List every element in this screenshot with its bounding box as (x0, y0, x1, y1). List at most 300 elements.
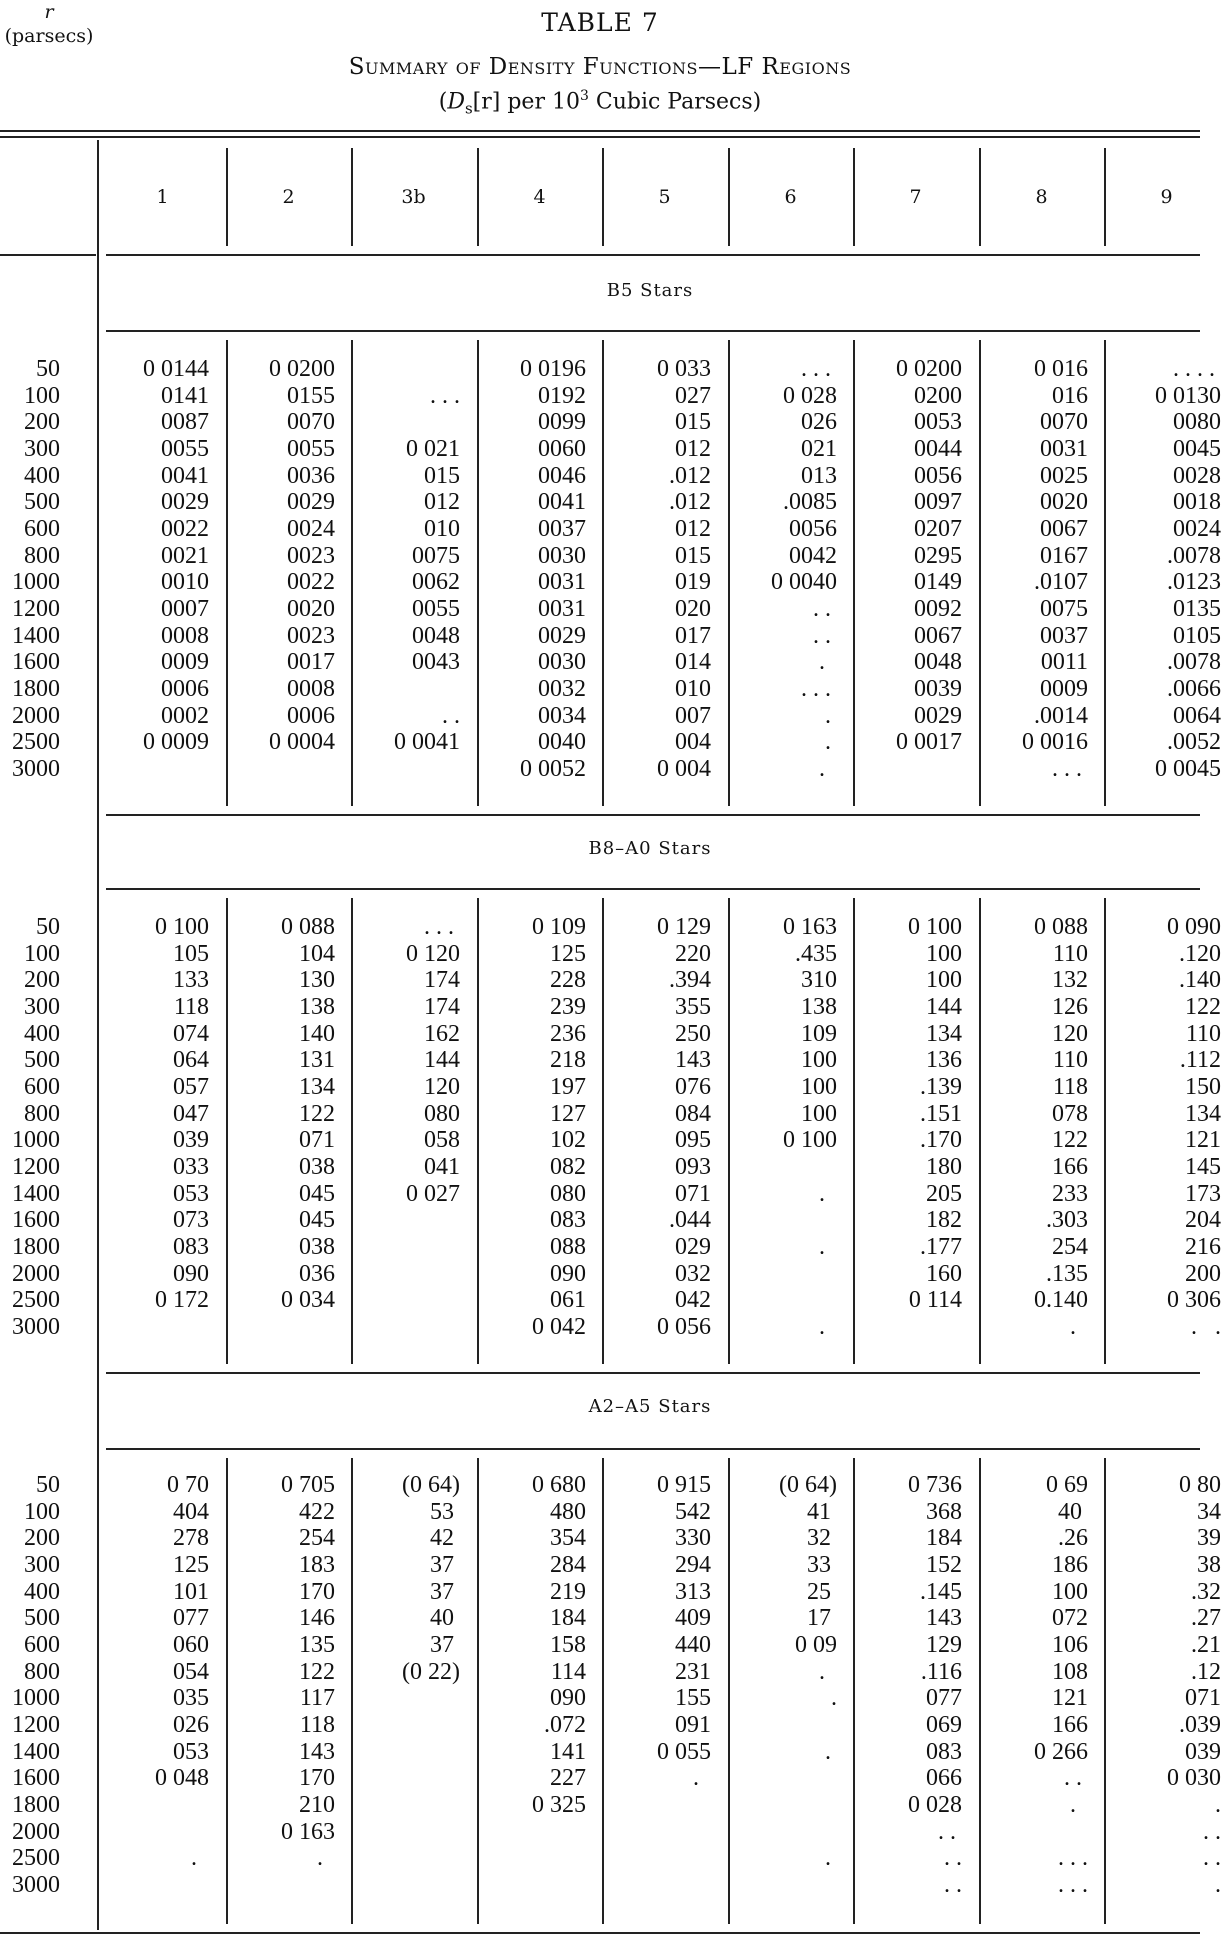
density-cell: 0 0130 (1155, 382, 1221, 409)
distance-cell: 2500 (12, 1845, 60, 1872)
density-cell (602, 1819, 711, 1846)
density-cell: 0092 (914, 595, 962, 622)
density-cell: 0 705 (281, 1472, 335, 1498)
density-cell: 015 (675, 409, 711, 436)
density-cell: 355 (675, 993, 711, 1020)
density-cell: 132 (1052, 967, 1088, 994)
density-cell (979, 1819, 1088, 1846)
density-cell: 020 (675, 595, 711, 622)
density-cell: 0 09 (795, 1631, 837, 1658)
density-cell: 021 (801, 435, 837, 462)
density-cell: 0002 (161, 702, 209, 729)
density-cell: 409 (675, 1605, 711, 1632)
distance-cell: 1800 (12, 675, 60, 702)
density-cell: 0042 (789, 542, 837, 569)
density-cell: 40 (430, 1605, 460, 1632)
density-cell: 0029 (161, 489, 209, 516)
density-cell: 0064 (1173, 702, 1221, 729)
units-prefix: ( (438, 89, 448, 115)
density-cell: 101 (173, 1578, 209, 1605)
data-column-5 (602, 1472, 711, 1899)
density-cell: 0.140 (1034, 1287, 1088, 1314)
density-cell: 0167 (1040, 542, 1088, 569)
density-cell: 173 (1185, 1180, 1221, 1207)
distance-cell: 300 (24, 435, 60, 462)
column-header-9: 9 (1160, 186, 1173, 208)
density-cell: 053 (173, 1180, 209, 1207)
density-cell: 122 (1052, 1127, 1088, 1154)
b8-rule (106, 888, 1200, 890)
density-cell (728, 1792, 837, 1819)
density-cell: 0008 (161, 622, 209, 649)
density-cell: 088 (550, 1233, 586, 1260)
density-cell (351, 756, 460, 783)
density-cell: 074 (173, 1020, 209, 1047)
data-column-7 (853, 914, 962, 1341)
density-cell: 144 (424, 1047, 460, 1074)
density-cell: 122 (1185, 993, 1221, 1020)
density-cell: 0 088 (281, 914, 335, 940)
density-cell: 090 (173, 1260, 209, 1287)
density-cell (226, 756, 335, 783)
density-cell: 117 (299, 1685, 335, 1712)
density-cell (602, 1792, 711, 1819)
density-cell: 077 (173, 1605, 209, 1632)
density-cell (351, 1819, 460, 1846)
density-cell: 004 (675, 729, 711, 756)
density-cell: 0031 (538, 569, 586, 596)
data-column-6 (728, 1472, 837, 1899)
density-cell: 174 (424, 967, 460, 994)
density-cell: 035 (173, 1685, 209, 1712)
density-cell: 34 (1197, 1498, 1221, 1525)
density-cell: 210 (299, 1791, 335, 1818)
distance-cell: 1600 (12, 649, 60, 676)
density-cell: 084 (675, 1100, 711, 1127)
data-column-4 (477, 356, 586, 783)
density-cell: 0070 (287, 409, 335, 436)
density-cell: 330 (675, 1525, 711, 1552)
column-header-8: 8 (1035, 186, 1048, 208)
distance-cell: 100 (24, 1498, 60, 1525)
density-cell: 146 (299, 1605, 335, 1632)
data-column-5 (602, 356, 711, 783)
density-cell (351, 1845, 460, 1872)
density-cell: . (819, 649, 837, 676)
top-rule (0, 130, 1200, 132)
b5-rule (106, 330, 1200, 332)
density-cell: .0014 (1034, 702, 1088, 729)
column-header-5: 5 (658, 186, 671, 208)
data-column-5 (602, 914, 711, 1341)
distance-column (0, 1472, 60, 1899)
density-cell: . (1070, 1791, 1088, 1818)
density-cell: 41 (807, 1498, 837, 1525)
density-cell: 100 (926, 967, 962, 994)
density-cell: . (831, 1685, 837, 1712)
density-cell: 0 016 (1034, 356, 1088, 382)
density-cell: 0200 (914, 382, 962, 409)
density-cell: 120 (424, 1073, 460, 1100)
density-cell: 0044 (914, 435, 962, 462)
density-cell: 126 (1052, 993, 1088, 1020)
density-cell: 0009 (161, 649, 209, 676)
density-cell (728, 1765, 837, 1792)
density-cell: 039 (1185, 1738, 1221, 1765)
data-column-2 (226, 1472, 335, 1899)
distance-cell: 600 (24, 515, 60, 542)
distance-cell: 3000 (12, 1871, 60, 1898)
density-cell: . (819, 1180, 837, 1207)
density-cell: 152 (926, 1551, 962, 1578)
density-cell: 053 (173, 1738, 209, 1765)
density-cell: .145 (920, 1578, 962, 1605)
density-cell: 080 (550, 1180, 586, 1207)
density-cell: 0010 (161, 569, 209, 596)
distance-cell: 200 (24, 1525, 60, 1552)
density-cell: 0040 (538, 729, 586, 756)
density-cell: 25 (807, 1578, 837, 1605)
density-cell (351, 1792, 460, 1819)
density-cell: 0034 (538, 702, 586, 729)
density-cell: 0 0196 (520, 356, 586, 382)
density-cell: 0048 (412, 622, 460, 649)
density-cell: 0055 (161, 435, 209, 462)
data-column-1 (100, 1472, 209, 1899)
density-cell: 0032 (538, 675, 586, 702)
density-cell: . . (1191, 1313, 1221, 1340)
density-cell: 071 (1185, 1685, 1221, 1712)
density-cell: 0 163 (281, 1818, 335, 1845)
density-cell: 0022 (287, 569, 335, 596)
density-cell (351, 356, 460, 383)
density-cell: 160 (926, 1260, 962, 1287)
distance-cell: 600 (24, 1631, 60, 1658)
density-cell: . (825, 1738, 837, 1765)
data-column-4 (477, 914, 586, 1341)
distance-cell: 1600 (12, 1207, 60, 1234)
distance-cell: 500 (24, 1605, 60, 1632)
density-cell: 40 (1058, 1498, 1088, 1525)
density-cell: 121 (1185, 1127, 1221, 1154)
density-cell (602, 1872, 711, 1899)
density-cell: 0105 (1173, 622, 1221, 649)
data-column-3b (351, 356, 460, 783)
column-header-7: 7 (909, 186, 922, 208)
density-cell: . . (944, 1871, 962, 1898)
density-cell: 038 (299, 1233, 335, 1260)
density-cell: 110 (1052, 940, 1088, 967)
distance-cell: 2000 (12, 1260, 60, 1287)
density-cell: .012 (669, 462, 711, 489)
density-cell: 0135 (1173, 595, 1221, 622)
data-column-1 (100, 356, 209, 783)
distance-cell: 1400 (12, 622, 60, 649)
density-cell: 0 69 (1046, 1472, 1088, 1498)
density-cell: 106 (1052, 1631, 1088, 1658)
density-cell (728, 1712, 837, 1739)
density-cell: .32 (1191, 1578, 1221, 1605)
data-column-8 (979, 1472, 1088, 1899)
density-cell: 138 (299, 993, 335, 1020)
density-cell: 0 100 (908, 914, 962, 940)
units-per: per 10 (500, 89, 580, 115)
density-cell (351, 1287, 460, 1314)
density-cell: 026 (801, 409, 837, 436)
density-cell: (0 22) (402, 1658, 460, 1685)
density-cell: . . (813, 595, 837, 622)
density-cell: .151 (920, 1100, 962, 1127)
density-cell: 0056 (789, 515, 837, 542)
density-cell: . . . (1058, 1845, 1088, 1872)
density-cell: . . (813, 622, 837, 649)
density-cell: . (819, 1313, 837, 1340)
density-cell (351, 1739, 460, 1766)
density-cell: 200 (1185, 1260, 1221, 1287)
density-cell: 0048 (914, 649, 962, 676)
density-cell: 0 100 (783, 1127, 837, 1154)
density-cell: 122 (299, 1658, 335, 1685)
density-cell: 0029 (287, 489, 335, 516)
distance-cell: 400 (24, 1578, 60, 1605)
density-cell: 141 (550, 1738, 586, 1765)
density-cell: 143 (675, 1047, 711, 1074)
density-cell: 0192 (538, 382, 586, 409)
density-cell: 166 (1052, 1711, 1088, 1738)
density-cell: 0062 (412, 569, 460, 596)
density-cell: 228 (550, 967, 586, 994)
distance-cell: 2500 (12, 729, 60, 756)
density-cell: 0 056 (657, 1313, 711, 1340)
density-cell: 076 (675, 1073, 711, 1100)
density-cell (853, 1314, 962, 1341)
density-cell: .044 (669, 1207, 711, 1234)
density-cell: 216 (1185, 1233, 1221, 1260)
density-cell: .435 (795, 940, 837, 967)
density-cell: 37 (430, 1551, 460, 1578)
density-cell: 026 (173, 1711, 209, 1738)
table-title: Summary of Density Functions—LF Regions (348, 54, 852, 80)
density-cell: 047 (173, 1100, 209, 1127)
row-header-rule (0, 254, 96, 256)
density-cell: 354 (550, 1525, 586, 1552)
density-cell: 057 (173, 1073, 209, 1100)
density-cell: 015 (424, 462, 460, 489)
density-cell (728, 1819, 837, 1846)
density-cell: 219 (550, 1578, 586, 1605)
density-cell: 114 (550, 1658, 586, 1685)
density-cell: 37 (430, 1631, 460, 1658)
data-column-8 (979, 914, 1088, 1341)
density-cell: . . . (801, 675, 837, 702)
density-cell: 0031 (1040, 435, 1088, 462)
density-cell: 125 (550, 940, 586, 967)
density-cell (477, 1872, 586, 1899)
density-cell (351, 1685, 460, 1712)
density-cell: 0039 (914, 675, 962, 702)
data-column-7 (853, 356, 962, 783)
density-cell: . . . (1058, 1871, 1088, 1898)
density-cell: .120 (1179, 940, 1221, 967)
density-cell: 278 (173, 1525, 209, 1552)
density-cell: 129 (926, 1631, 962, 1658)
density-cell: . (191, 1845, 209, 1872)
density-cell (226, 1872, 335, 1899)
units-r: [r] (472, 89, 501, 115)
density-cell: 0 042 (532, 1313, 586, 1340)
density-cell (100, 1314, 209, 1341)
density-cell: .26 (1058, 1525, 1088, 1552)
density-cell: 0024 (287, 515, 335, 542)
density-cell: 0008 (287, 675, 335, 702)
section-title: B8–A0 Stars (588, 838, 712, 859)
density-cell: 0 021 (406, 435, 460, 462)
density-cell: 130 (299, 967, 335, 994)
density-cell: 083 (550, 1207, 586, 1234)
density-cell: 118 (1052, 1073, 1088, 1100)
density-cell: 310 (801, 967, 837, 994)
density-cell: 104 (299, 940, 335, 967)
density-cell: 010 (424, 515, 460, 542)
distance-cell: 2000 (12, 1818, 60, 1845)
density-cell: 0 100 (155, 914, 209, 940)
density-cell: 0036 (287, 462, 335, 489)
distance-cell: 200 (24, 967, 60, 994)
density-cell: 0007 (161, 595, 209, 622)
units-tail: Cubic Parsecs) (588, 89, 762, 115)
density-cell: 184 (550, 1605, 586, 1632)
density-cell: . . (1064, 1765, 1088, 1792)
density-cell: . . . . (1173, 356, 1221, 382)
density-cell: 100 (801, 1100, 837, 1127)
density-cell: 0097 (914, 489, 962, 516)
density-cell: 0017 (287, 649, 335, 676)
row-header-units: (parsecs) (4, 25, 94, 47)
density-cell: 294 (675, 1551, 711, 1578)
density-cell (351, 1712, 460, 1739)
density-cell: .072 (544, 1711, 586, 1738)
density-cell: 010 (675, 675, 711, 702)
column-header-6: 6 (784, 186, 797, 208)
density-cell: 37 (430, 1578, 460, 1605)
density-cell: 0 680 (532, 1472, 586, 1498)
density-cell: 060 (173, 1631, 209, 1658)
density-cell: 038 (299, 1153, 335, 1180)
row-header-symbol: r (44, 1, 54, 23)
density-cell: 019 (675, 569, 711, 596)
density-cell: . (1070, 1313, 1088, 1340)
density-cell: 0029 (914, 702, 962, 729)
density-cell: 0 090 (1167, 914, 1221, 940)
density-cell (351, 1207, 460, 1234)
density-cell: .135 (1046, 1260, 1088, 1287)
density-cell: . . . (1052, 755, 1088, 782)
density-cell: 125 (173, 1551, 209, 1578)
data-column-1 (100, 914, 209, 1341)
density-cell: 0 027 (406, 1180, 460, 1207)
density-cell: 0070 (1040, 409, 1088, 436)
density-cell: 0011 (1040, 649, 1088, 676)
density-cell: 0080 (1173, 409, 1221, 436)
density-cell: 109 (801, 1020, 837, 1047)
density-cell: 0 80 (1179, 1472, 1221, 1498)
density-cell: 204 (1185, 1207, 1221, 1234)
column-header-4: 4 (533, 186, 546, 208)
density-cell: 0099 (538, 409, 586, 436)
density-cell: .394 (669, 967, 711, 994)
density-cell: 032 (675, 1260, 711, 1287)
density-cell: 0 0052 (520, 755, 586, 782)
density-cell: 0 028 (783, 382, 837, 409)
distance-cell: 300 (24, 1551, 60, 1578)
density-cell: 102 (550, 1127, 586, 1154)
density-cell: .112 (1179, 1047, 1221, 1074)
density-cell: 284 (550, 1551, 586, 1578)
density-cell: 090 (550, 1260, 586, 1287)
density-cell: 0 172 (155, 1287, 209, 1314)
density-cell: 0030 (538, 542, 586, 569)
data-column-6 (728, 356, 837, 783)
density-cell: . (819, 1233, 837, 1260)
density-cell: 0 0041 (394, 729, 460, 756)
density-cell: 100 (1052, 1578, 1088, 1605)
density-cell: 014 (675, 649, 711, 676)
density-cell: 145 (1185, 1153, 1221, 1180)
density-cell: .12 (1191, 1658, 1221, 1685)
density-cell (100, 1872, 209, 1899)
density-cell: 0053 (914, 409, 962, 436)
density-cell: 250 (675, 1020, 711, 1047)
row-header-divider (97, 140, 99, 1930)
density-cell: 144 (926, 993, 962, 1020)
density-cell: .0078 (1167, 649, 1221, 676)
density-cell: 080 (424, 1100, 460, 1127)
density-cell: 121 (1052, 1685, 1088, 1712)
density-cell: 0 306 (1167, 1287, 1221, 1314)
distance-column (0, 914, 60, 1341)
density-cell: 39 (1197, 1525, 1221, 1552)
column-header-3b: 3b (401, 186, 426, 208)
distance-cell: 100 (24, 940, 60, 967)
density-cell: .039 (1179, 1711, 1221, 1738)
density-cell: 158 (550, 1631, 586, 1658)
density-cell (728, 1872, 837, 1899)
density-cell: .140 (1179, 967, 1221, 994)
density-cell: 122 (299, 1100, 335, 1127)
density-cell: 170 (299, 1765, 335, 1792)
density-cell: 236 (550, 1020, 586, 1047)
density-cell: 0 030 (1167, 1765, 1221, 1792)
density-cell: 0055 (412, 595, 460, 622)
density-cell: 0024 (1173, 515, 1221, 542)
density-cell: 0056 (914, 462, 962, 489)
units-exp: 3 (579, 88, 589, 104)
density-cell: 0 0200 (269, 356, 335, 382)
density-cell: 53 (430, 1498, 460, 1525)
density-cell: 0060 (538, 435, 586, 462)
density-cell: . (317, 1845, 335, 1872)
density-cell: 404 (173, 1498, 209, 1525)
distance-cell: 800 (24, 1658, 60, 1685)
density-cell: .0085 (783, 489, 837, 516)
density-cell: (0 64) (402, 1472, 460, 1498)
data-column-2 (226, 914, 335, 1341)
density-cell: 017 (675, 622, 711, 649)
density-cell: 0021 (161, 542, 209, 569)
density-cell: 0037 (538, 515, 586, 542)
density-cell (351, 1872, 460, 1899)
density-cell: 134 (1185, 1100, 1221, 1127)
